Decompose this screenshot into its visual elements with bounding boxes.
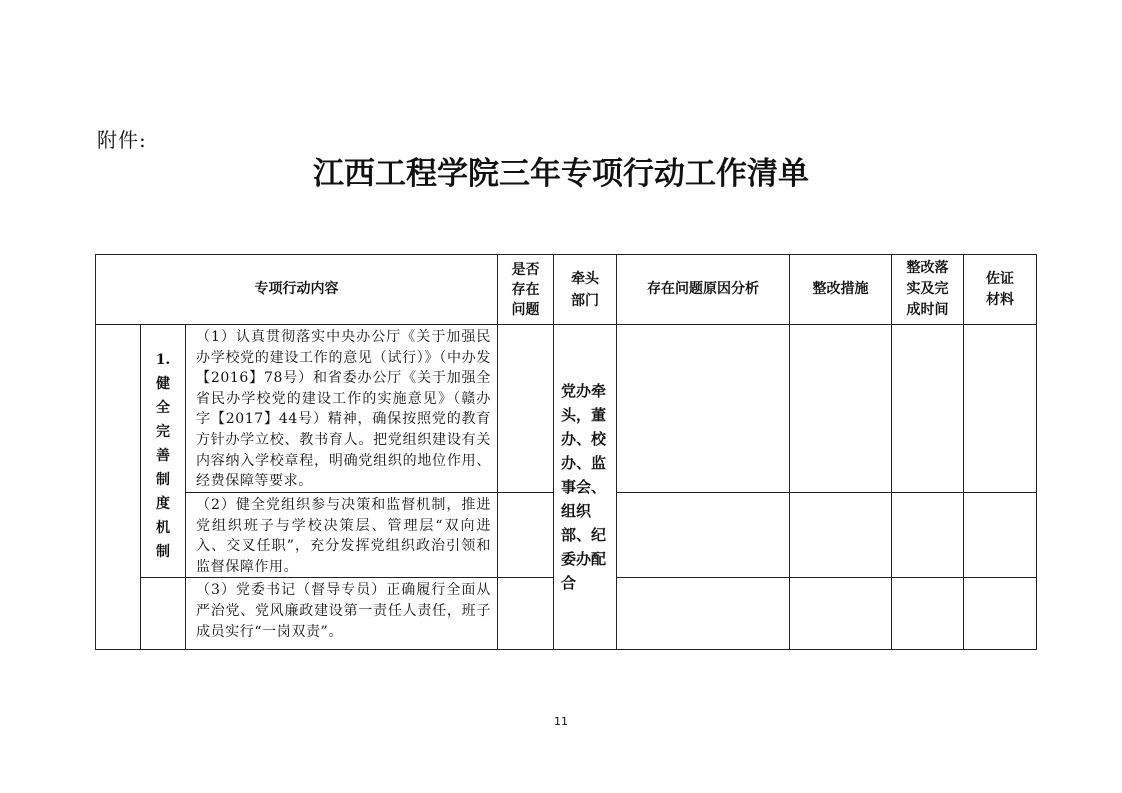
header-analysis: 存在问题原因分析 bbox=[617, 255, 790, 325]
page-number: 11 bbox=[554, 715, 568, 728]
has-problem-cell-1[interactable] bbox=[498, 325, 554, 493]
measures-cell-1[interactable] bbox=[790, 325, 892, 493]
action-item-1: （1）认真贯彻落实中央办公厅《关于加强民办学校党的建设工作的意见（试行）》（中办发【2016】78号）和省委办公厅《关于加强全省民办学校党的建设工作的实施意见》（赣办字【2017】44号）精神，确保按照党的教育方针办学立校、教书育人。把党组织建设有关内容纳入学校章程，明确党组织的地位作用、经费保障等要求。 bbox=[186, 325, 498, 493]
evidence-cell-2[interactable] bbox=[964, 493, 1037, 578]
header-lead-dept-label: 牵头部门 bbox=[571, 270, 600, 309]
blank-index-cell bbox=[96, 325, 141, 650]
work-list-table bbox=[95, 254, 1037, 650]
evidence-cell-3[interactable] bbox=[964, 578, 1037, 650]
header-lead-dept bbox=[554, 255, 617, 325]
deadline-cell-1[interactable] bbox=[892, 325, 964, 493]
attachment-label: 附件: bbox=[97, 128, 147, 152]
header-deadline-label: 整改落实及完成时间 bbox=[906, 260, 949, 318]
analysis-cell-3[interactable] bbox=[617, 578, 790, 650]
measures-cell-2[interactable] bbox=[790, 493, 892, 578]
has-problem-cell-3[interactable] bbox=[498, 578, 554, 650]
header-measures: 整改措施 bbox=[790, 255, 892, 325]
category-cell bbox=[141, 325, 186, 578]
header-has-problem-label: 是否存在问题 bbox=[511, 261, 540, 318]
category-name: 健全完善制度机制 bbox=[156, 376, 170, 561]
table-row bbox=[96, 325, 1037, 493]
lead-department-cell bbox=[554, 325, 617, 650]
category-blank-cell bbox=[141, 578, 186, 650]
category-number: 1. bbox=[155, 352, 171, 369]
header-deadline bbox=[892, 255, 964, 325]
header-evidence bbox=[964, 255, 1037, 325]
evidence-cell-1[interactable] bbox=[964, 325, 1037, 493]
header-has-problem bbox=[498, 255, 554, 325]
deadline-cell-2[interactable] bbox=[892, 493, 964, 578]
header-content: 专项行动内容 bbox=[96, 255, 498, 325]
deadline-cell-3[interactable] bbox=[892, 578, 964, 650]
header-evidence-label: 佐证材料 bbox=[986, 270, 1015, 308]
analysis-cell-1[interactable] bbox=[617, 325, 790, 493]
measures-cell-3[interactable] bbox=[790, 578, 892, 650]
has-problem-cell-2[interactable] bbox=[498, 493, 554, 578]
document-title: 江西工程学院三年专项行动工作清单 bbox=[313, 156, 809, 192]
lead-department-text: 党办牵头，董办、校办、监事会、组织部、纪委办配合 bbox=[561, 382, 607, 593]
analysis-cell-2[interactable] bbox=[617, 493, 790, 578]
header-row bbox=[96, 255, 1037, 325]
action-item-3: （3）党委书记（督导专员）正确履行全面从严治党、党风廉政建设第一责任人责任，班子成员实行“一岗双责”。 bbox=[186, 578, 498, 650]
action-item-2: （2）健全党组织参与决策和监督机制，推进党组织班子与学校决策层、管理层“双向进入、交叉任职”，充分发挥党组织政治引领和监督保障作用。 bbox=[186, 493, 498, 578]
